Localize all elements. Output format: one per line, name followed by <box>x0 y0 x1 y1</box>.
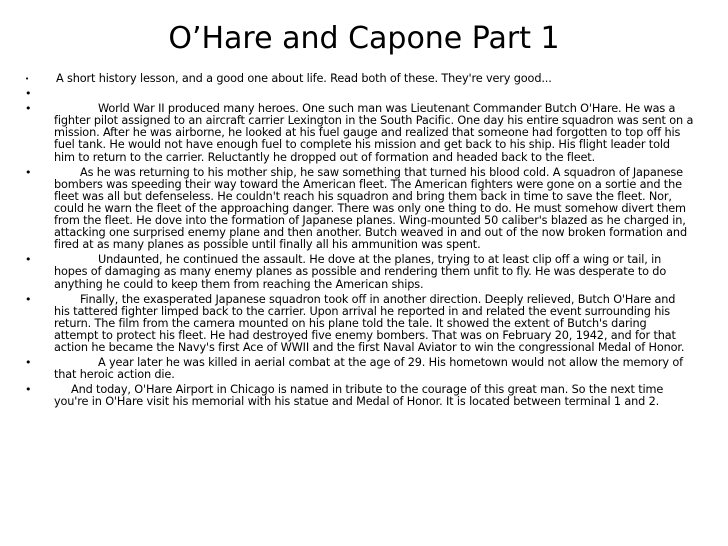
slide-title: O’Hare and Capone Part 1 <box>168 21 560 56</box>
bullet-list <box>24 73 694 408</box>
bullet-text: And today, O'Hare Airport in Chicago is named in tribute to the courage of this great man. So the next time you're in O'Hare visit his memorial with his statue and Medal of Honor. It is located between terminal 1 and 2. <box>54 383 664 409</box>
bullet-intro <box>24 73 694 85</box>
bullet-dot-icon: • <box>25 165 32 179</box>
bullet-empty <box>24 88 694 100</box>
bullet-dot-icon: • <box>25 87 32 101</box>
bullet-dot-icon: • <box>25 356 32 370</box>
bullet-dot-icon: • <box>25 383 32 397</box>
bullet-dot-icon: • <box>25 292 32 306</box>
bullet-dot-icon: • <box>25 75 29 83</box>
bullet-text: Undaunted, he continued the assault. He dove at the planes, trying to at least clip off a wing or tail, in hopes of damaging as many enemy planes as possible and rendering them unfit to fly. He was desperate to do anything he could to keep them from reaching the American ships. <box>54 253 667 291</box>
bullet-dot-icon: • <box>25 102 32 116</box>
bullet-text: Finally, the exasperated Japanese squadron took off in another direction. Deeply relieved, Butch O'Hare and his tattered fighter limped back to the carrier. Upon arrival he reported in and related the event surrounding his return. The film from the camera mounted on his plane told the tale. It showed the extent of Butch's daring attempt to protect his fleet. He had destroyed five enemy bombers. That was on February 20, 1942, and for that action he became the Navy's first Ace of WWII and the first Naval Aviator to win the congressional Medal of Honor. <box>54 292 685 354</box>
bullet-paragraph-3 <box>24 254 694 290</box>
bullet-paragraph-2 <box>24 167 694 252</box>
bullet-text: A year later he was killed in aerial combat at the age of 29. His hometown would not allow the memory of that heroic action die. <box>54 356 683 382</box>
bullet-dot-icon: • <box>25 253 32 267</box>
bullet-paragraph-1 <box>24 103 694 163</box>
bullet-text <box>54 88 694 100</box>
bullet-paragraph-6 <box>24 384 694 408</box>
bullet-paragraph-4 <box>24 294 694 354</box>
bullet-text: A short history lesson, and a good one about life. Read both of these. They're very good... <box>56 72 552 85</box>
bullet-text: World War II produced many heroes. One such man was Lieutenant Commander Butch O'Hare. He was a fighter pilot assigned to an aircraft carrier Lexington in the South Pacific. One day his entire squadron was sent on a mission. After he was airborne, he looked at his fuel gauge and realized that someone had forgotten to top off his fuel tank. He would not have enough fuel to complete his mission and get back to his ship. His flight leader told him to return to the carrier. Reluctantly he dropped out of formation and headed back to the fleet. <box>54 102 694 164</box>
bullet-paragraph-5 <box>24 357 694 381</box>
bullet-text: As he was returning to his mother ship, he saw something that turned his blood cold. A squadron of Japanese bombers was speeding their way toward the American fleet. The American fighters were gone on a sortie and the fleet was all but defenseless. He couldn't reach his squadron and bring them back in time to save the fleet. Nor, could he warn the fleet of the approaching danger. There was only one thing to do. He must somehow divert them from the fleet. He dove into the formation of Japanese planes. Wing-mounted 50 caliber's blazed as he charged in, attacking one surprised enemy plane and then another. Butch weaved in and out of the now broken formation and fired at as many planes as possible until finally all his ammunition was spent. <box>54 165 687 252</box>
